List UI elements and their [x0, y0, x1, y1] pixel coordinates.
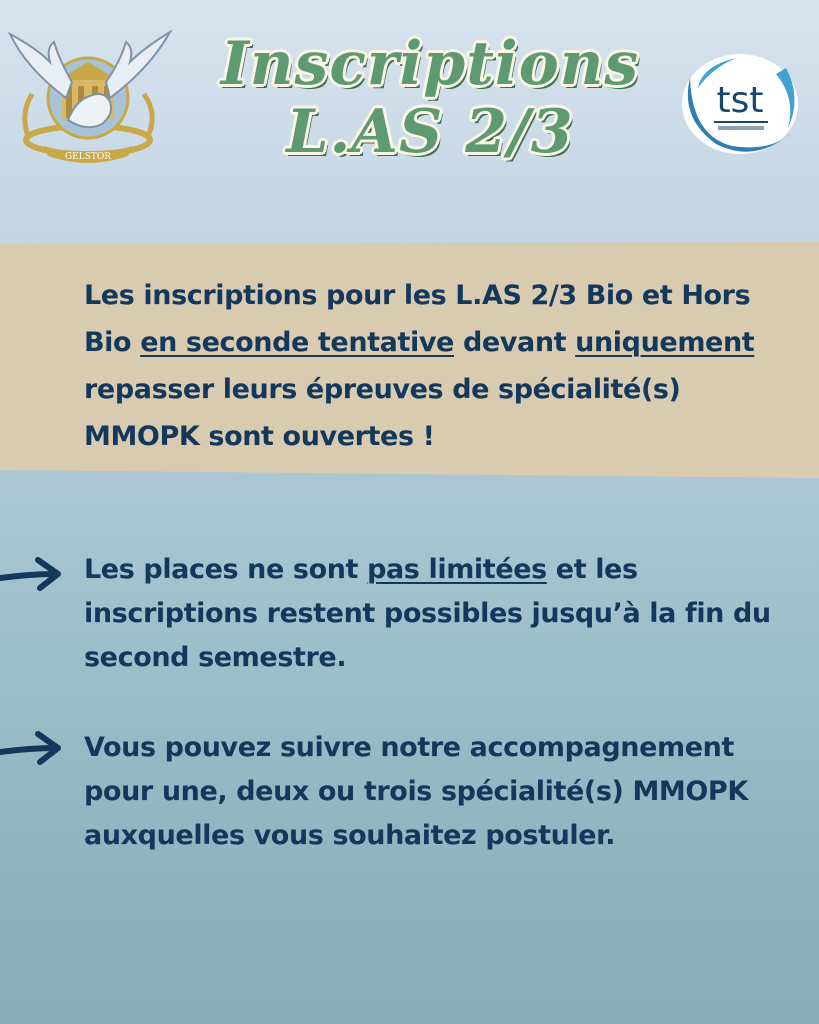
pegasus-emblem-logo [6, 28, 176, 168]
page-title [175, 30, 685, 166]
intro-part-3: repasser leurs épreuves de spécialité(s) MMOPK sont ouvertes ! [84, 374, 681, 452]
arrow-icon [0, 556, 64, 592]
tst-logo [676, 48, 806, 160]
emblem-label: GELSTOR [64, 152, 112, 162]
intro-text [84, 272, 784, 460]
bullet-1-underline: pas limitées [367, 554, 547, 585]
title-line-1: Inscriptions [220, 29, 640, 99]
tst-logo-text: tst [716, 80, 764, 121]
intro-part-1: Les inscriptions pour les L.AS 2/3 Bio et Hors Bio [84, 280, 751, 358]
bullet-1-part-1: Les places ne sont [84, 554, 368, 585]
arrow-icon [0, 730, 64, 766]
intro-part-2: devant [453, 327, 576, 358]
title-line-2: L.AS 2/3 [286, 97, 574, 167]
bullet-1-text [84, 548, 784, 680]
bullet-1-part-2: et les inscriptions restent possibles jusqu’à la fin du second semestre. [84, 554, 771, 673]
intro-underline-2: uniquement [575, 327, 755, 358]
intro-underline-1: en seconde tentative [140, 327, 454, 358]
bullet-2-text: Vous pouvez suivre notre accompagnement pour une, deux ou trois spécialité(s) MMOPK auxquelles vous souhaitez postuler. [84, 732, 748, 851]
